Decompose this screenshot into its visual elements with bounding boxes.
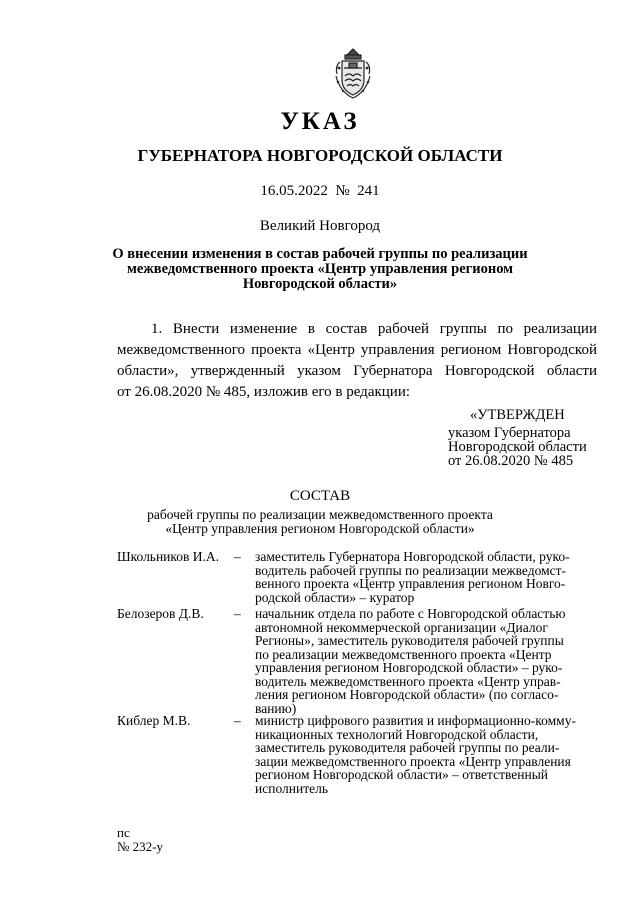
member-description — [255, 550, 605, 604]
heading-line: Новгородской области» — [242, 276, 398, 292]
approval-line: указом Губернатора — [448, 425, 571, 441]
approval-head: «УТВЕРЖДЕН — [470, 407, 565, 423]
approval-line: от 26.08.2020 № 485 — [448, 453, 574, 469]
decree-number: 241 — [357, 183, 380, 199]
decree-date-number — [0, 183, 640, 200]
member-description-line: министр цифрового развития и информационно-комму- — [255, 713, 576, 728]
decree-date: 16.05.2022 — [260, 183, 328, 199]
member-description-line: водитель межведомственного проекта «Центр управ- — [255, 673, 561, 689]
member-description-line: заместитель руководителя рабочей группы по реали- — [255, 740, 560, 755]
member-description-line: ления регионом Новгородской области» (по согласо- — [255, 687, 559, 702]
paragraph-line: 1. Внести изменение в состав рабочей группы по реализации — [151, 321, 597, 337]
member-dash: – — [234, 549, 241, 564]
paragraph-line: межведомственного проекта «Центр управления регионом Новгородской — [117, 342, 597, 358]
footer-line: № 232-у — [117, 839, 163, 854]
member-description-line: родской области» – куратор — [255, 589, 415, 605]
member-description-line: заместитель Губернатора Новгородской области, руко- — [255, 549, 570, 564]
member-description-line: автономной некоммерческой организации «Диалог — [255, 619, 548, 635]
member-name: Белозеров Д.В. — [117, 606, 204, 621]
member-description-line: управления регионом Новгородской области» – руко- — [255, 660, 563, 675]
member-description-line: венного проекта «Центр управления регионом Новго- — [255, 576, 566, 591]
member-dash: – — [234, 606, 241, 621]
coat-of-arms-icon — [330, 46, 376, 100]
number-sign: № — [335, 183, 350, 199]
member-description-line: водитель рабочей группы по реализации межведомст- — [255, 562, 567, 578]
member-description-line: никационных технологий Новгородской области, — [255, 726, 539, 742]
decree-paragraph-1 — [117, 319, 597, 403]
member-name: Киблер М.В. — [117, 713, 191, 728]
heading-line: О внесении изменения в состав рабочей группы по реализации — [112, 246, 528, 262]
member-description-line: исполнитель — [255, 780, 328, 796]
decree-title: УКАЗ — [280, 108, 360, 135]
member-description-line: Регионы», заместитель руководителя рабочей группы — [255, 633, 564, 648]
member-description-line: ванию) — [255, 700, 297, 716]
decree-city: Великий Новгород — [259, 218, 381, 234]
decree-issuer: ГУБЕРНАТОРА НОВГОРОДСКОЙ ОБЛАСТИ — [137, 146, 503, 165]
approval-stamp — [448, 408, 587, 468]
member-name: Школьников И.А. — [117, 549, 220, 564]
paragraph-line: области», утвержденный указом Губернатора Новгородской области — [117, 363, 597, 379]
member-dash: – — [234, 713, 241, 728]
member-description-line: регионом Новгородской области» – ответственный — [255, 767, 549, 782]
decree-heading — [0, 247, 640, 292]
approval-line: Новгородской области — [448, 439, 587, 455]
member-description-line: начальник отдела по работе с Новгородской областью — [255, 606, 566, 621]
member-description — [255, 714, 605, 795]
member-description — [255, 607, 605, 715]
footer-line: пс — [117, 825, 130, 840]
composition-title: СОСТАВ — [289, 488, 351, 504]
member-description-line: зации межведомственного проекта «Центр управления — [255, 753, 571, 769]
member-description-line: по реализации межведомственного проекта «Центр — [255, 646, 552, 662]
heading-line: межведомственного проекта «Центр управления регионом — [126, 261, 514, 277]
composition-subtitle-line: «Центр управления регионом Новгородской области» — [165, 521, 475, 536]
footer-note — [117, 826, 163, 854]
paragraph-line: от 26.08.2020 № 485, изложив его в редакции: — [117, 384, 411, 400]
composition-subtitle-line: рабочей группы по реализации межведомственного проекта — [147, 507, 493, 522]
composition-subtitle — [0, 508, 640, 536]
